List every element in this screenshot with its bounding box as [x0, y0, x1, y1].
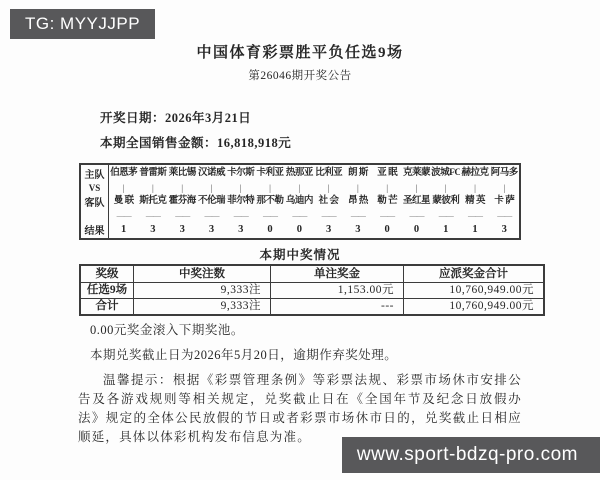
match-column	[460, 165, 489, 238]
vs-divider: |	[122, 182, 125, 193]
vs-divider: |	[298, 182, 301, 193]
match-result: 1	[472, 224, 478, 235]
vs-divider: |	[210, 182, 213, 193]
home-team: 亚 眠	[377, 167, 398, 178]
away-team: 乌迪内	[285, 196, 313, 206]
match-result: 3	[325, 224, 332, 235]
prize-column-header: 单注奖金	[271, 265, 404, 283]
match-results-table	[79, 163, 521, 240]
separator-dash: ——	[438, 210, 453, 220]
home-team: 普雷斯	[139, 167, 167, 178]
match-column	[109, 165, 138, 238]
home-team: 阿马多	[490, 167, 518, 178]
home-team: 比利亚	[315, 167, 343, 178]
match-result: 0	[384, 224, 390, 235]
match-column	[226, 165, 255, 238]
match-column	[168, 165, 197, 238]
page-title: 中国体育彩票胜平负任选9场	[196, 45, 404, 61]
prize-table-row	[80, 299, 544, 316]
match-column	[402, 165, 431, 238]
match-result: 0	[413, 224, 420, 235]
draw-date-value: 2026年3月21日	[165, 111, 252, 125]
away-team: 昂 热	[347, 196, 368, 206]
sales-value: 16,818,918元	[217, 136, 292, 150]
match-table-row-labels	[81, 165, 109, 238]
vs-divider: |	[269, 182, 271, 193]
vs-divider: |	[356, 182, 359, 193]
match-column	[431, 165, 460, 238]
prize-total-amount: 10,760,949.00元	[404, 299, 545, 316]
match-result: 3	[501, 224, 507, 235]
separator-dash: ——	[175, 210, 190, 220]
winning-section-title: 本期中奖情况	[259, 248, 341, 262]
sales-label: 本期全国销售金额：	[100, 136, 218, 150]
vs-divider: |	[152, 182, 154, 193]
away-team: 霍芬海	[168, 196, 196, 206]
draw-date-line	[100, 108, 251, 126]
separator-dash: ——	[204, 210, 219, 220]
home-team: 汉诺威	[197, 167, 225, 178]
match-column	[314, 165, 343, 238]
vs-divider: |	[503, 182, 506, 193]
separator-dash: ——	[468, 210, 483, 220]
reminder-notice: 温馨提示：根据《彩票管理条例》等彩票法规、彩票市场休市安排公告及各游戏规则等相关规定，兑奖截止日在《全国年节及纪念日放假办法》规定的全体公民放假的节日或者彩票市场休市日的，兑奖截止日相应顺延，具体以体彩机构发布信息为准。	[78, 373, 522, 444]
separator-dash: ——	[116, 210, 131, 220]
deadline-note: 本期兑奖截止日为2026年5月20日，逾期作弃奖处理。	[90, 348, 398, 362]
prize-level: 合计	[80, 299, 134, 316]
prize-single-amount: 1,153.00元	[271, 283, 404, 299]
match-columns	[109, 165, 519, 238]
separator-dash: ——	[497, 210, 512, 220]
draw-date-label: 开奖日期：	[100, 111, 166, 125]
home-team: 赫拉克	[461, 167, 489, 178]
match-column	[490, 165, 519, 238]
home-team: 热那亚	[285, 167, 313, 178]
match-result: 3	[179, 224, 185, 235]
prize-table-row	[80, 283, 544, 299]
separator-dash: ——	[145, 210, 160, 220]
match-column	[285, 165, 314, 238]
separator-dash: ——	[321, 210, 336, 220]
match-result: 1	[121, 224, 127, 235]
prize-column-header: 应派奖金合计	[404, 265, 545, 283]
prize-column-header: 奖级	[80, 265, 134, 283]
prize-single-amount: ---	[271, 299, 404, 316]
home-team: 克莱蒙	[402, 167, 430, 178]
issue-subtitle: 第26046期开奖公告	[248, 70, 352, 82]
match-result: 3	[355, 224, 361, 235]
separator-dash: ——	[380, 210, 395, 220]
vs-divider: |	[444, 182, 447, 193]
home-team: 莱比锡	[168, 167, 196, 178]
away-team: 社 会	[318, 196, 339, 206]
home-team: 卡尔斯	[227, 167, 255, 178]
prize-table	[79, 264, 545, 316]
match-column	[138, 165, 167, 238]
away-team: 那不勒	[256, 196, 284, 206]
website-watermark-badge: www.sport-bdzq-pro.com	[342, 437, 600, 473]
away-team: 曼 联	[113, 196, 134, 206]
home-row-label: 主队	[84, 169, 105, 181]
prize-count: 9,333注	[134, 283, 271, 299]
match-column	[255, 165, 284, 238]
match-result: 3	[238, 224, 244, 235]
match-column	[373, 165, 402, 238]
prize-level: 任选9场	[80, 283, 134, 299]
away-team: 卡 萨	[494, 196, 515, 206]
home-team: 朗 斯	[347, 167, 368, 178]
home-team: 波城FC	[431, 167, 461, 178]
match-column	[343, 165, 372, 238]
vs-divider: |	[386, 182, 389, 193]
vs-row-label: VS	[88, 182, 101, 193]
rollover-note: 0.00元奖金滚入下期奖池。	[90, 323, 244, 337]
prize-table-header-row	[80, 265, 544, 283]
away-team: 圣红星	[402, 196, 430, 206]
prize-count: 9,333注	[134, 299, 271, 316]
tg-watermark-badge: TG: MYYJJPP	[10, 9, 155, 39]
separator-dash: ——	[233, 210, 248, 220]
away-row-label: 客队	[84, 198, 105, 209]
separator-dash: ——	[350, 210, 365, 220]
vs-divider: |	[327, 182, 330, 193]
match-result: 3	[150, 224, 156, 235]
away-team: 斯托克	[139, 196, 167, 206]
away-team: 不伦瑞	[197, 196, 225, 206]
vs-divider: |	[239, 182, 242, 193]
away-team: 精 英	[465, 196, 485, 206]
home-team: 伯恩茅	[110, 167, 138, 178]
match-result: 3	[208, 224, 215, 235]
away-team: 勒 芒	[377, 196, 398, 206]
result-row-label: 结果	[84, 226, 105, 237]
home-team: 卡利亚	[256, 167, 284, 178]
sales-line	[100, 133, 291, 151]
away-team: 菲尔特	[227, 196, 255, 206]
match-result: 0	[296, 224, 302, 235]
away-team: 蒙彼利	[432, 196, 460, 206]
match-column	[197, 165, 226, 238]
vs-divider: |	[415, 182, 418, 193]
separator-dash: ——	[292, 210, 307, 220]
match-result: 1	[443, 224, 449, 235]
vs-divider: |	[474, 182, 476, 193]
prize-column-header: 中奖注数	[134, 265, 271, 283]
separator-dash: ——	[263, 210, 278, 220]
separator-dash: ——	[409, 210, 424, 220]
vs-divider: |	[181, 182, 184, 193]
match-result: 0	[267, 224, 273, 235]
prize-total-amount: 10,760,949.00元	[404, 283, 545, 299]
